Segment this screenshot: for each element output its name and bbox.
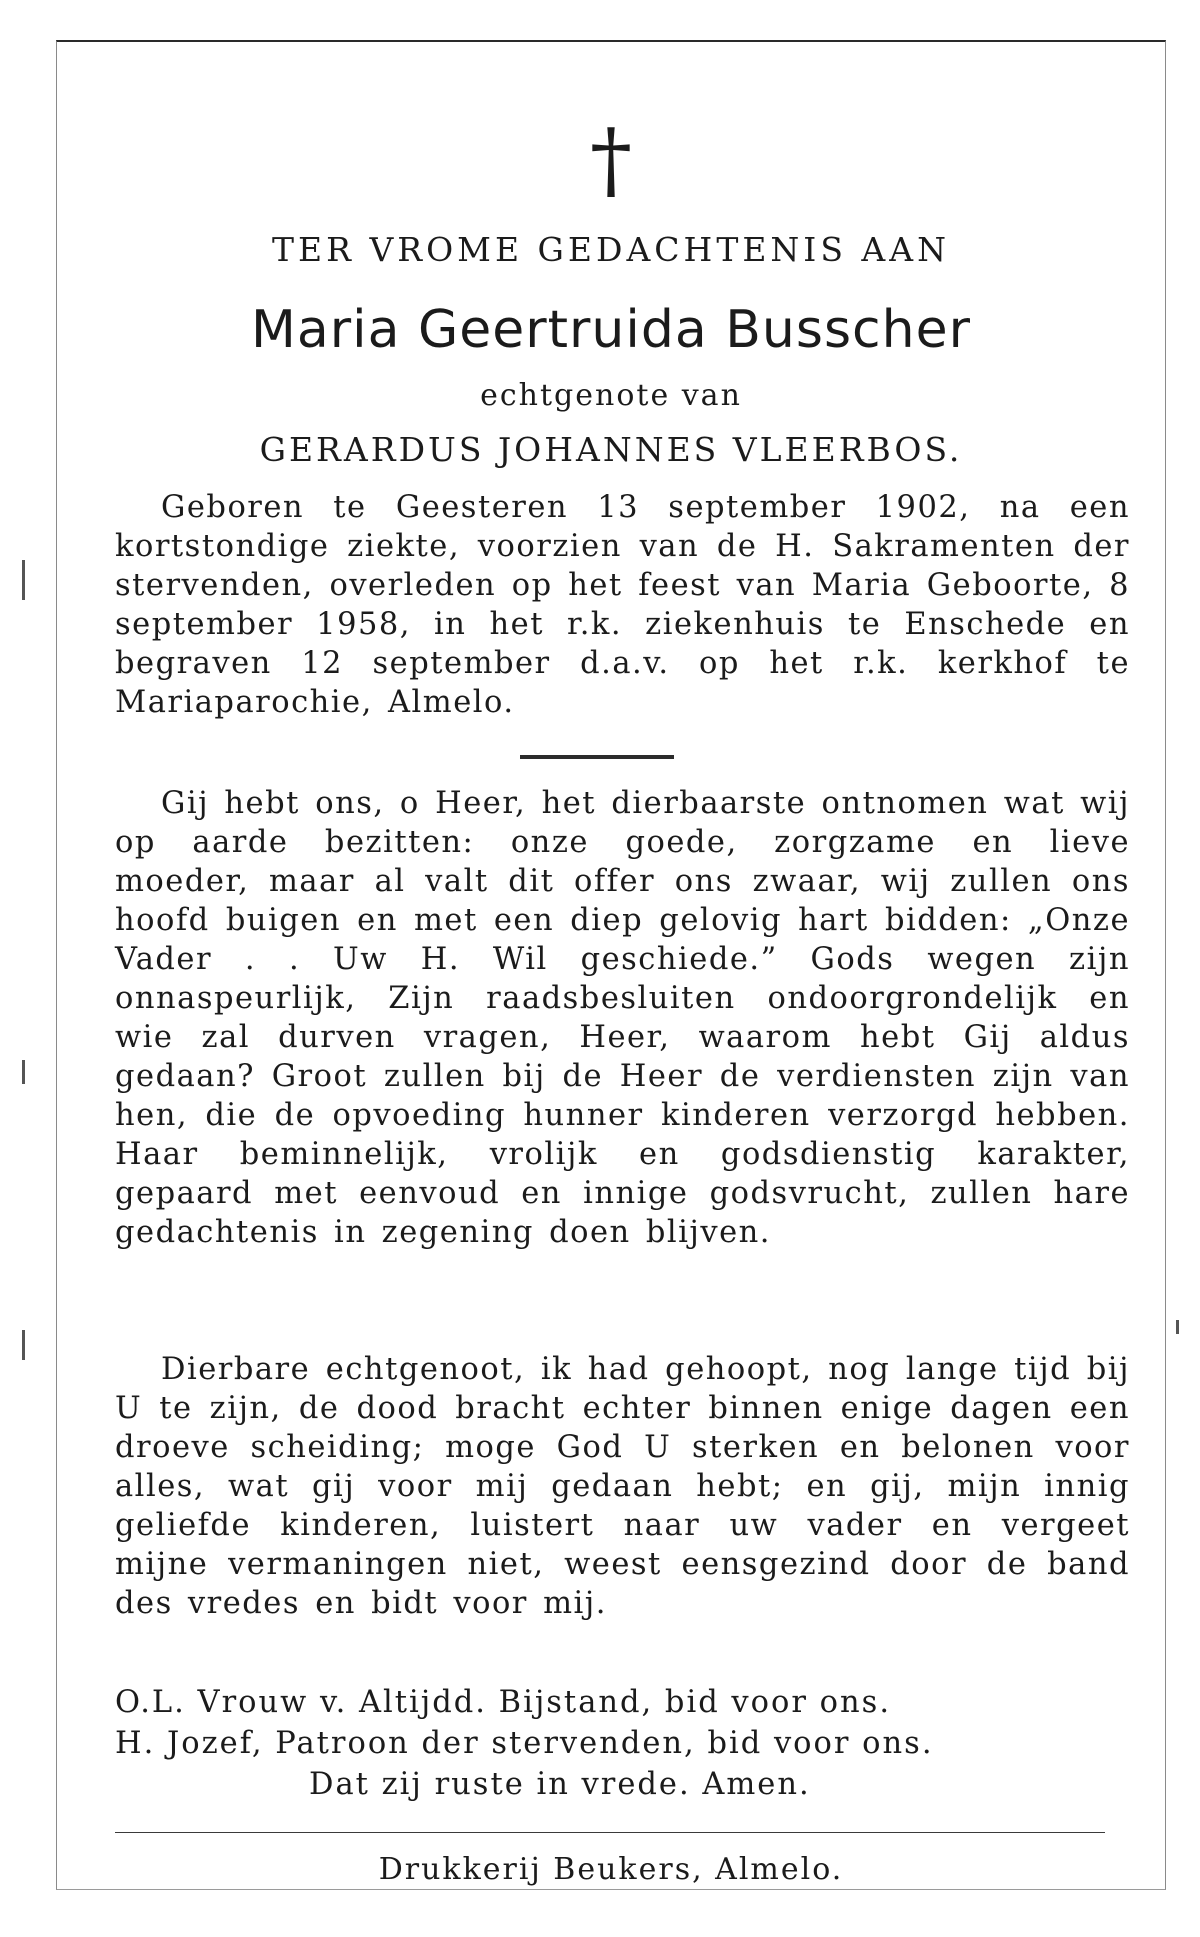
scan-artifact (22, 1330, 25, 1360)
printer-credit: Drukkerij Beukers, Almelo. (378, 1852, 844, 1887)
scan-artifact (1176, 1320, 1179, 1334)
cross-icon: † (590, 111, 632, 209)
scan-artifact (22, 560, 25, 600)
invocation-line: O.L. Vrouw v. Altijdd. Bijstand, bid voor ons. (115, 1685, 892, 1720)
spouse-name: GERARDUS JOHANNES VLEERBOS. (259, 430, 963, 469)
prayer-paragraph: Gij hebt ons, o Heer, het dierbaarste ontnomen wat wij op aarde bezitten: onze goede, zorgzame en lieve moeder, maar al valt dit offer ons zwaar, wij zullen ons hoofd buigen en met een diep gelovig hart bidden: „Onze Vader . . Uw H. Wil geschiede.” Gods wegen zijn onnaspeurlijk, Zijn raadsbesluiten ondoorgrondelijk en wie zal durven vragen, Heer, waarom hebt Gij aldus gedaan? Groot zullen bij de Heer de verdiensten zijn van hen, die de opvoeding hunner kinderen verzorgd hebben. Haar beminnelijk, vrolijk en godsdienstig karakter, gepaard met eenvoud en innige godsvrucht, zullen hare gedachtenis in zegening doen blijven. (115, 786, 1130, 1250)
spouse-intro: echtgenote van (480, 378, 742, 413)
invocations (115, 1682, 1130, 1805)
deceased-name: Maria Geertruida Busscher (251, 300, 971, 360)
memorial-card (56, 40, 1166, 1890)
biography-paragraph: Geboren te Geesteren 13 september 1902, na een kortstondige ziekte, voorzien van de H. Sakramenten der stervenden, overleden op het feest van Maria Geboorte, 8 september 1958, in het r.k. ziekenhuis te Enschede en begraven 12 september d.a.v. op het r.k. kerkhof te Mariaparochie, Almelo. (115, 490, 1130, 720)
farewell-paragraph: Dierbare echtgenoot, ik had gehoopt, nog lange tijd bij U te zijn, de dood bracht echter binnen enige dagen een droeve scheiding; moge God U sterken en belonen voor alles, wat gij voor mij gedaan hebt; en gij, mijn innig geliefde kinderen, luistert naar uw vader en vergeet mijne vermaningen niet, weest eensgezind door de band des vredes en bidt voor mij. (115, 1352, 1130, 1621)
bottom-rule (115, 1832, 1105, 1833)
scan-artifact (22, 1060, 25, 1084)
invocation-line: H. Jozef, Patroon der stervenden, bid voor ons. (115, 1726, 934, 1761)
closing-line: Dat zij ruste in vrede. Amen. (309, 1767, 811, 1802)
memorial-heading: TER VROME GEDACHTENIS AAN (272, 230, 950, 269)
section-divider (520, 755, 674, 759)
